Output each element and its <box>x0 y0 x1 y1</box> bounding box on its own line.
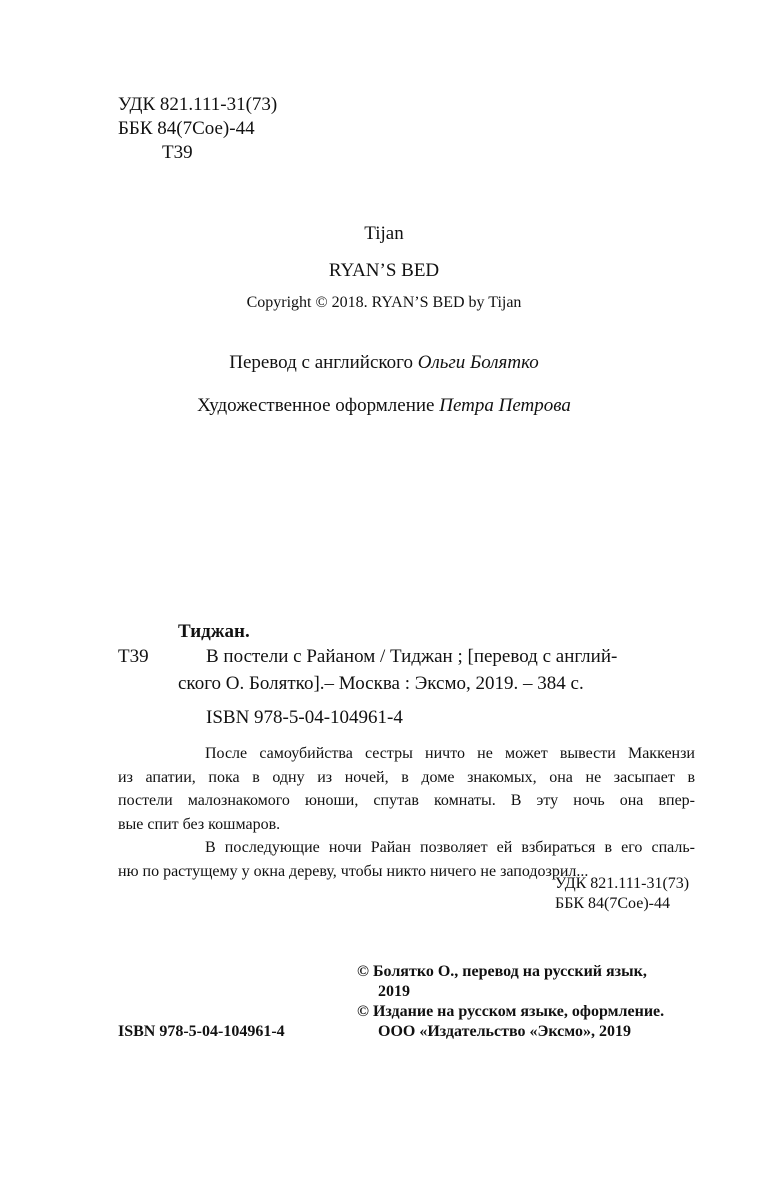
udk-code: УДК 821.111-31(73) <box>118 94 278 115</box>
annotation-line: постели малознакомого юноши, спутав комнаты. В эту ночь она впер- <box>118 792 695 809</box>
catalog-line-2: ского О. Болятко].– Москва : Эксмо, 2019. – 384 с. <box>178 673 584 694</box>
catalog-heading: Тиджан. <box>178 621 250 642</box>
translator-name: Ольги Болятко <box>417 352 539 373</box>
bbk-code: ББК 84(7Сое)-44 <box>118 118 255 139</box>
catalog-mark: Т39 <box>118 646 149 667</box>
annotation-line: ню по растущему у окна дереву, чтобы никто ничего не заподозрил... <box>118 862 589 880</box>
annotation-line: После самоубийства сестры ничто не может вывести Маккензи <box>205 745 695 762</box>
translation-label: Перевод с английского <box>229 352 418 373</box>
codes-bbk: ББК 84(7Сое)-44 <box>555 895 670 912</box>
copyright-line: Copyright © 2018. RYAN’S BED by Tijan <box>246 294 522 311</box>
original-title: RYAN’S BED <box>328 260 440 281</box>
catalog-isbn: ISBN 978-5-04-104961-4 <box>206 707 403 728</box>
annotation-line: из апатии, пока в одну из ночей, в доме знакомых, она не засыпает в <box>118 768 695 786</box>
design-credit <box>0 394 768 418</box>
isbn-bottom: ISBN 978-5-04-104961-4 <box>118 1023 285 1040</box>
rights-line-2: 2019 <box>378 983 410 1000</box>
catalog-line-1: В постели с Райаном / Тиджан ; [перевод с англий- <box>206 646 618 667</box>
rights-line-1: © Болятко О., перевод на русский язык, <box>357 963 647 980</box>
translation-credit <box>0 351 768 375</box>
designer-name: Петра Петрова <box>439 395 571 416</box>
codes-udk: УДК 821.111-31(73) <box>555 875 690 892</box>
author-mark: Т39 <box>162 142 193 163</box>
original-author: Tijan <box>364 223 404 244</box>
annotation <box>118 742 695 883</box>
design-label: Художественное оформление <box>197 395 440 416</box>
rights-line-4: ООО «Издательство «Эксмо», 2019 <box>378 1023 631 1040</box>
annotation-line: В последующие ночи Райан позволяет ей взбираться в его спаль- <box>205 839 695 856</box>
annotation-line: вые спит без кошмаров. <box>118 815 281 833</box>
rights-line-3: © Издание на русском языке, оформление. <box>357 1003 665 1020</box>
